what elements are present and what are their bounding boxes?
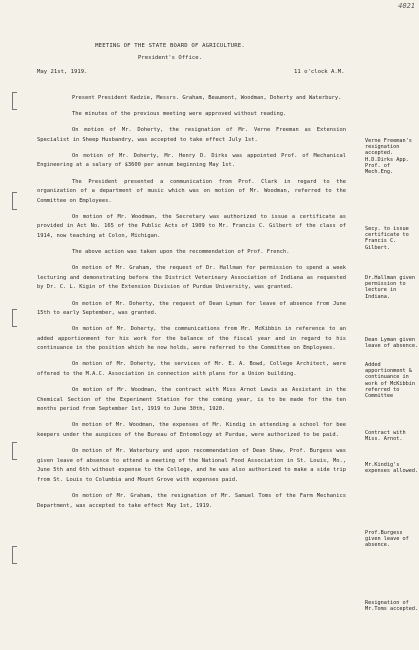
binding-hole-mark bbox=[12, 546, 17, 564]
paragraph: On motion of Mr. Graham, the resignation of Mr. Samuel Toms of the Farm Mechanics Department, was accepted to take effect May 1st, 1919. bbox=[37, 493, 346, 509]
paragraph: On motion of Mr. Doherty, the resignation of Mr. Verne Freeman as Extension Specialist in Sheep Husbandry, was accepted to take effect July 1st. bbox=[37, 127, 346, 143]
meeting-date: May 21st, 1919. bbox=[37, 69, 88, 75]
binding-hole-mark bbox=[12, 442, 17, 460]
paragraph: On motion of Mr. Doherty, the communications from Mr. McKibbin in reference to an added apportionment for his work for the balance of the fiscal year and in regard to his continuance in the position which he now holds, were referred to the Committee on Employees. bbox=[37, 326, 346, 352]
binding-hole-mark bbox=[12, 192, 17, 210]
binding-hole-mark bbox=[12, 92, 17, 110]
page-stamp: 4021 bbox=[398, 2, 415, 10]
margin-note: Mr.Kindig's expenses allowed. bbox=[365, 462, 419, 475]
margin-note: Secy. to issue certificate to Francis C. Gilbert. bbox=[365, 226, 409, 251]
office-subtitle: President's Office. bbox=[138, 55, 202, 61]
paragraph: On motion of Mr. Graham, the request of Dr. Hallman for permission to spend a week lecturing and demonstrating before the District Veterinary Association of Indiana as requested by Dr. C. L. Kigin of the Extension Division of Purdue University, was granted. bbox=[37, 265, 346, 291]
margin-note: Contract with Miss. Arnot. bbox=[365, 430, 406, 443]
margin-note: Verne Freeman's resignation accepted. H.D.Dirks App. Prof. of Mech.Eng. bbox=[365, 138, 412, 176]
paragraph: On motion of Mr. Doherty, Mr. Henry D. Dirks was appointed Prof. of Mechanical Engineering at a salary of $3600 per annum beginning May 1st. bbox=[37, 152, 346, 169]
binding-hole-mark bbox=[12, 309, 17, 327]
margin-note: Resignation of Mr.Toms accepted. bbox=[365, 600, 419, 613]
margin-note: Prof.Burgess given leave of absence. bbox=[365, 530, 409, 549]
paragraph: The above action was taken upon the recommendation of Prof. French. bbox=[72, 249, 290, 256]
paragraph: On motion of Mr. Woodman, the expenses of Mr. Kindig in attending a school for bee keepers under the auspices of the Bureau of Entomology at Purdue, were authorized to be paid. bbox=[37, 422, 346, 439]
paragraph: On motion of Mr. Waterbury and upon recommendation of Dean Shaw, Prof. Burgess was given leave of absence to attend a meeting of the National Food Association in St. Louis, Mo., June 5th and 6th without expense to the College, and he was also authorized to make a side trip from St. Louis to Columbia and Mount Grove with expenses paid. bbox=[37, 448, 346, 483]
paragraph: On motion of Mr. Doherty, the services of Mr. E. A. Bowd, College Architect, were offered to the M.A.C. Association in connection with plans for a Union building. bbox=[37, 361, 346, 378]
meeting-title: MEETING OF THE STATE BOARD OF AGRICULTURE. bbox=[95, 43, 245, 49]
paragraph: On motion of Mr. Woodman, the Secretary was authorized to issue a certificate as provided in Act No. 165 of the Public Acts of 1909 to Mr. Francis C. Gilbert of the class of 1914, now teaching at Colon, Michigan. bbox=[37, 213, 346, 240]
paragraph: On motion of Mr. Woodman, the contract with Miss Arnot Lewis as Assistant in the Chemical Section of the Experiment Station for the coming year, is to be made for the ten months period from September 1st, 1919 to June 30th, 1920. bbox=[37, 387, 346, 413]
paragraph: Present President Kedzie, Messrs. Graham, Beaumont, Woodman, Doherty and Waterbury. bbox=[72, 95, 342, 101]
minutes-body bbox=[37, 94, 346, 518]
paragraph: The minutes of the previous meeting were approved without reading. bbox=[72, 111, 287, 118]
meeting-time: 11 o'clock A.M. bbox=[294, 69, 345, 75]
paragraph: On motion of Mr. Doherty, the request of Dean Lyman for leave of absence from June 15th to early September, was granted. bbox=[37, 300, 346, 317]
margin-note: Dr.Hallman given permission to lecture in Indiana. bbox=[365, 275, 415, 300]
paragraph: The President presented a communication from Prof. Clark in regard to the organization of a department of music which was on motion of Mr. Woodman, referred to the Committee on Employees. bbox=[37, 178, 346, 204]
margin-note: Dean Lyman given leave of absence. bbox=[365, 337, 419, 350]
margin-note: Added apportionment & continuance in work of McKibbin referred to Committee bbox=[365, 362, 415, 400]
